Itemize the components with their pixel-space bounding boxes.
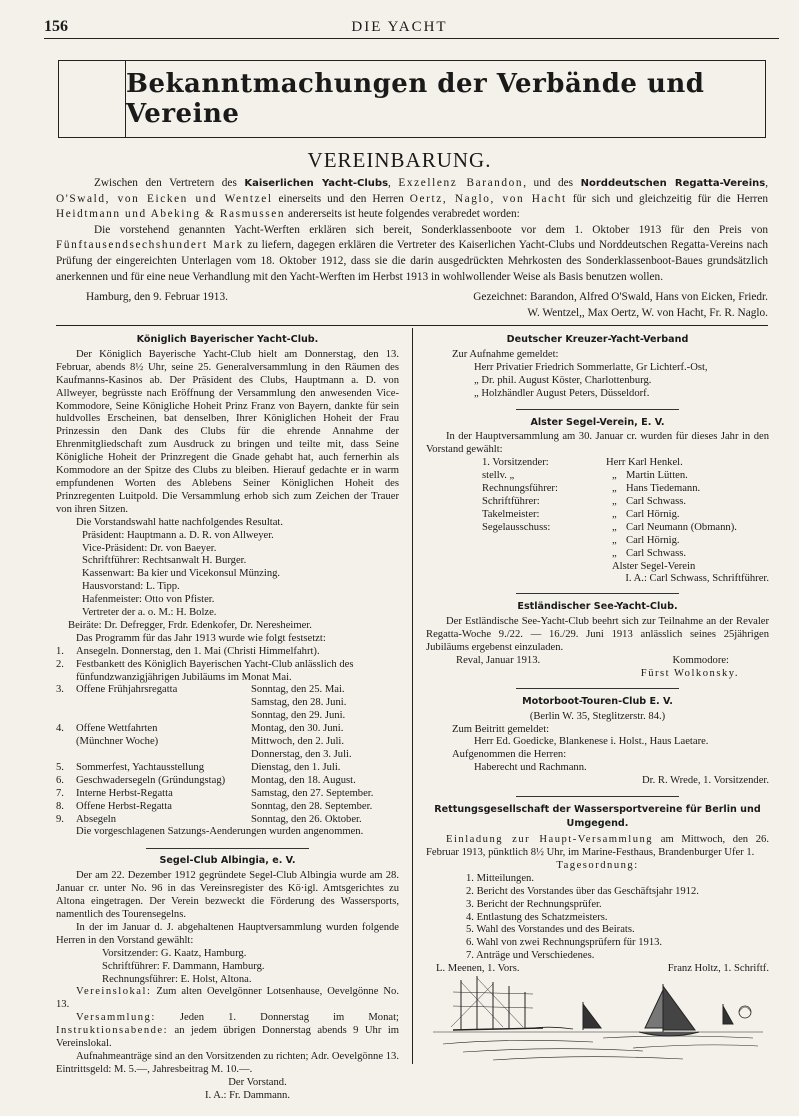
event-date: Sonntag, den 26. Oktober. [251,813,362,825]
event-date: Donnerstag, den 3. Juli. [251,749,352,760]
estl-body-text: Der Estländische See-Yacht-Club beehrt sich zur Teilnahme an der Revaler Regatta-Woche 9./22. — 16./29. Juni 1913 anlässlich seines 25jährigen Jubiläums ergebenst einzuladen. [426,616,769,654]
text-run: einerseits und den Herren [272,192,410,205]
banner-title: Bekanntmachungen der Verbände und Vereine [126,69,705,129]
agenda-item: 1. Mitteilungen. [466,872,534,884]
person-names: Oertz, Naglo, von Hacht [409,192,567,205]
commodore-name: Fürst Wolkonsky. [640,667,739,679]
vereinbarung-title: VEREINBARUNG. [307,148,492,172]
journal-title: DIE YACHT [351,19,448,35]
event-name: Ansegeln. Donnerstag, den 1. Mai (Christi Himmelfahrt). [76,645,320,657]
officer-role: Schriftführer: [482,495,540,507]
event-number: 3. [56,684,64,696]
event-number: 4. [56,723,64,735]
vereinbarung-text [56,176,768,285]
ditto-mark: „ [612,534,617,546]
banner-inner-box [125,61,765,137]
ditto-mark: „ [612,495,617,507]
event-number [56,710,76,723]
officer-line: Präsident: Hauptmann a. D. R. von Allweyer. [82,529,274,541]
ditto-mark: „ [612,483,617,495]
dkyv-members [426,362,769,401]
event-date: Montag, den 30. Juni. [251,723,344,735]
text-run: für sich und gleichzeitig für die Herren [566,192,768,205]
invitation-text: am Mittwoch, den 26. Februar 1913, pünktlich 8½ Uhr, im Marine-Festhaus, Brandenburger Ufer 1. [426,834,769,858]
event-row [56,814,399,827]
alster-title: Alster Segel-Verein, E. V. [530,416,665,428]
article-separator [516,593,679,594]
motor-line-2: Herr Ed. Goedicke, Blankenese i. Holst., Haus Laetare. [474,736,709,748]
albingia-body [56,870,399,947]
person-names: O'Swald, von Eicken und Wentzel [56,192,273,205]
officer-line: Hausvorstand: L. Tipp. [82,581,180,593]
member-line: „ Holzhändler August Peters, Düsseldorf. [474,387,650,399]
event-name: Offene Herbst-Regatta [76,800,172,812]
alster-sign-1: Alster Segel-Verein [612,560,696,572]
kbyc-wahl [56,517,399,530]
event-name: Sommerfest, Yachtausstellung [76,761,204,773]
albingia-sign-1: Der Vorstand. [228,1076,287,1088]
officer-row [482,548,769,561]
officer-line: Vorsitzender: G. Kaatz, Hamburg. [102,947,247,959]
agenda-item: 7. Anträge und Verschiedenes. [466,950,595,962]
event-row [56,659,399,685]
event-name [76,749,251,762]
motor-title: Motorboot-Touren-Club E. V. [522,695,673,707]
officer-row [482,470,769,483]
event-row [56,684,399,697]
article-separator [516,409,679,410]
agenda-list [426,873,769,963]
agenda-item: 6. Wahl von zwei Rechnungsprüfern für 1913. [466,937,663,949]
officer-row [482,509,769,522]
motor-line-4: Haberecht und Rachmann. [474,762,587,774]
event-row [56,710,399,723]
event-row [56,801,399,814]
officer-line: Schriftführer: F. Dammann, Hamburg. [102,960,265,972]
person-names: Heidtmann und Abeking & Rasmussen [56,208,286,221]
event-number: 7. [56,787,64,799]
event-row [56,736,399,749]
motor-line-3: Aufgenommen die Herren: [452,749,567,761]
estl-commodore [426,668,769,681]
event-row [56,723,399,736]
event-number [56,697,76,710]
event-number: 5. [56,761,64,773]
albingia-sign-2: I. A.: Fr. Dammann. [204,1089,291,1101]
price-amount: Fünftausendsechshundert Mark [56,239,244,252]
instruktion-label: Instruktionsabende: [56,1025,169,1037]
event-date: Sonntag, den 29. Juni. [251,710,346,722]
text-run: andererseits ist heute folgendes verabredet worden: [285,208,520,221]
officer-name: Martin Lütten. [626,470,688,482]
officer-role: Segelausschuss: [482,521,551,533]
officer-row [482,535,769,548]
officer-row [482,496,769,509]
text-run: Zwischen den Vertretern des [94,177,245,189]
officer-name: Carl Hörnig. [626,534,680,546]
albingia-paragraph-2: In der im Januar d. J. abgehaltenen Hauptversammlung wurden folgende Herren in den Vorstand gewählt: [56,921,399,946]
agenda-title [426,860,769,873]
event-number: 1. [56,645,64,657]
invitation-label: Einladung zur Haupt-Versammlung [446,834,654,846]
officer-line: Kassenwart: Ba kier und Vicekonsul Münzing. [82,568,281,580]
person-name: Exzellenz Barandon [398,177,524,189]
club-name: Kaiserlichen Yacht-Clubs [244,178,389,189]
event-date: Sonntag, den 25. Mai. [251,684,345,696]
signed-line-2: W. Wentzel,, Max Oertz, W. von Hacht, Fr. R. Naglo. [527,306,768,319]
event-row [56,646,399,659]
event-row [56,775,399,788]
motor-sign: Dr. R. Wrede, 1. Vorsitzender. [642,775,769,787]
section-divider [56,325,768,326]
kbyc-wahl-text: Die Vorstandswahl hatte nachfolgendes Resultat. [76,516,284,528]
ditto-mark: „ [612,508,617,520]
rett-sign-right: Franz Holtz, 1. Schriftf. [667,963,769,975]
rett-sign-left: L. Meenen, 1. Vors. [436,963,520,975]
officer-line: Vertreter der a. o. M.: H. Bolze. [82,607,217,619]
agenda-item: 4. Entlastung des Schatzmeisters. [466,911,608,923]
officer-role [482,548,612,561]
section-banner [58,60,766,138]
event-name [76,710,251,723]
article-separator [146,848,309,849]
event-name: Geschwadersegeln (Gründungstag) [76,774,226,786]
versammlung-label: Versammlung: [76,1012,156,1024]
albingia-details [56,986,399,1076]
agenda-title-text: Tagesordnung: [556,859,639,871]
right-column [426,334,769,976]
kbyc-paragraph: Der Königlich Bayerische Yacht-Club hielt am Donnerstag, den 13. Februar, abends 8½ Uhr, seine 25. Generalversammlung in den Räumen des Kaufmanns-Kasinos ab. Der Präsident des Clubs, Hauptmann a. D. von Allweyer, begrüsste nach Eröffnung der Versammlung den anwesenden Vice-Kommodore, Seine Königliche Hoheit Prinz Franz von Bayern, dankte für sein huldvolles Erscheinen, bat denselben, Ihrer Königlichen Hoheit der Frau Prinzessin den Dank des Clubs für die ehrende Annahme der Ehrenmitgliedschaft zum Ausdruck zu bringen und teilte mit, dass Seine Königliche Hoheit der Prinzregent die Gnade gehabt hat, auch fernerhin als Kommodore an der Spitze des Clubs zu bleiben. Hierauf gedachte er in warm empfundenen Worten des Ablebens Seiner Königlichen Hoheit des Prinzregenten Luitpold. Die Versammlung erhob sich zum Zeichen der Trauer von ihren Sitzen. [56,348,399,515]
officer-role: Takelmeister: [482,508,540,520]
officer-role [482,535,612,548]
rett-title: Rettungsgesellschaft der Wassersportvereine für Berlin und Umgegend. [434,804,761,830]
event-number [56,749,76,762]
albingia-paragraph-1: Der am 22. Dezember 1912 gegründete Segel-Club Albingia wurde am 28. Januar cr. unter No. 96 in das Vereinsregister des Kö·igl. Amtsgerichtes zu Altona eingetragen. Der Verein bezweckt die Förderung des Wassersports, namentlich des Tourensegelns. [56,870,399,920]
event-number: 9. [56,813,64,825]
officer-name: Carl Hörnig. [626,508,680,520]
page-number: 156 [44,18,68,35]
officer-line: Rechnungsführer: E. Holst, Altona. [102,973,252,985]
event-name: Absegeln [76,813,117,825]
estl-body [426,616,769,655]
estl-place: Reval, Januar 1913. [456,654,541,666]
ditto-mark [592,457,606,470]
ditto-mark: „ [612,547,617,559]
event-number [56,736,76,749]
alster-officers [426,457,769,560]
event-date: Sonntag, den 28. September. [251,800,373,812]
ditto-mark: „ [612,470,617,482]
officer-name: Herr Karl Henkel. [606,457,683,469]
agenda-item: 5. Wahl des Vorstandes und des Beirats. [466,924,635,936]
event-number: 2. [56,658,64,670]
albingia-title: Segel-Club Albingia, e. V. [159,855,296,867]
kbyc-beirat: Beiräte: Dr. Defregger, Frdr. Edenkofer, Dr. Neresheimer. [68,619,312,631]
officer-role: 1. Vorsitzender: [482,457,549,469]
event-row [56,788,399,801]
event-name: (Münchner Woche) [76,736,159,748]
event-name: Festbankett des Königlich Bayerischen Yacht-Club anlässlich des fünfundzwanzigjährigen Jubiläums im Monat Mai. [76,658,354,683]
officer-line: Vice-Präsident: Dr. von Baeyer. [82,542,217,554]
motor-line-1: Zum Beitritt gemeldet: [452,723,550,735]
article-separator [516,796,679,797]
kbyc-events [56,646,399,827]
article-separator [516,688,679,689]
versammlung-text: Jeden 1. Donnerstag im Monat; [155,1012,399,1024]
event-name: Offene Wettfahrten [76,723,158,735]
vereinbarung-signature [86,290,768,321]
kbyc-satzung-text: Die vorgeschlagenen Satzungs-Aenderungen wurden angenommen. [76,826,364,838]
event-date: Montag, den 18. August. [251,774,356,786]
agenda-item: 2. Bericht des Vorstandes über das Geschäftsjahr 1912. [466,885,699,897]
agenda-item: 3. Bericht der Rechnungsprüfer. [466,898,602,910]
officer-role: Rechnungsführer: [482,483,558,495]
officer-row [482,483,769,496]
estl-title: Estländischer See-Yacht-Club. [517,601,678,613]
signed-line-1: Gezeichnet: Barandon, Alfred O'Swald, Hans von Eicken, Friedr. [473,291,768,303]
vereinbarung-paragraph-2 [56,223,768,285]
officer-line: Hafenmeister: Otto von Pfister. [82,594,215,606]
text-run: , [765,177,769,189]
header-rule [44,38,779,39]
officer-line: Schriftführer: Rechtsanwalt H. Burger. [82,555,247,567]
kbyc-body [56,349,399,517]
member-line: „ Dr. phil. August Köster, Charlottenburg. [474,374,652,386]
rett-invitation [426,834,769,860]
alster-sign-2: I. A.: Carl Schwass, Schriftführer. [625,573,769,585]
text-run: zu liefern, dagegen erklären die Vertreter des Kaiserlichen Yacht-Clubs und Norddeutschen Regatta-Vereins nach Prüfung der eingereichten Unterlagen vom 18. Oktober 1912, dass sie die darin ausgedrückten Mehrkosten des Sonderklassenboot-Baues grundsätzlich anerkennen und für eine neue Verhandlung mit den Yacht-Werften im Herbst 1913 in wohlwollender Weise als Basis benutzen wollen. [56,239,768,283]
event-date: Mittwoch, den 2. Juli. [251,736,344,748]
officer-name: Carl Schwass. [626,495,687,507]
event-row [56,749,399,762]
event-date: Samstag, den 28. Juni. [251,697,347,709]
event-name: Interne Herbst-Regatta [76,787,173,799]
text-run: , [388,177,399,189]
alster-intro [426,431,769,457]
event-row [56,697,399,710]
instruktion-text: an jedem übrigen Donnerstag abends 9 Uhr im Vereinslokal. [56,1025,399,1050]
member-line: Herr Privatier Friedrich Sommerlatte, Gr Lichterf.-Ost, [474,361,708,373]
officer-name: Carl Neumann (Obmann). [626,521,737,533]
kbyc-programm: Das Programm für das Jahr 1913 wurde wie folgt festsetzt: [76,632,326,644]
officer-row [482,457,769,470]
club-name: Norddeutschen Regatta-Vereins [580,178,766,189]
officer-name: Hans Tiedemann. [626,483,701,495]
estl-sign-row [426,655,769,668]
event-name [76,697,251,710]
event-number: 8. [56,800,64,812]
text-run: Die vorstehend genannten Yacht-Werften erklären sich bereit, Sonderklassenboote vor dem 1. Oktober 1913 für den Preis von [94,223,768,236]
event-row [56,762,399,775]
motor-address: (Berlin W. 35, Steglitzerstr. 84.) [529,710,666,722]
ditto-mark: „ [612,521,617,533]
aufnahme-text: Aufnahmeanträge sind an den Vorsitzenden zu richten; Adr. Oevelgönne 13. Eintrittsgeld: M. 5.—, Jahresbeitrag M. 10.—. [56,1050,399,1075]
dkyv-intro: Zur Aufnahme gemeldet: [452,348,559,360]
officer-role: stellv. „ [482,470,515,482]
officer-row [482,522,769,535]
event-number: 6. [56,774,64,786]
kbyc-satzung [56,826,399,839]
estl-role: Kommodore: [672,654,729,666]
alster-intro-text: In der Hauptversammlung am 30. Januar cr. wurden für dieses Jahr in den Vorstand gewählt: [426,431,769,456]
officer-name: Carl Schwass. [626,547,687,559]
place-date: Hamburg, den 9. Februar 1913. [86,291,228,303]
harbor-illustration [433,972,763,1068]
event-name: Offene Frühjahrsregatta [76,684,178,696]
albingia-officers [56,948,399,987]
lokal-text: Zum alten Oevelgönner Lotsenhause, Oevelgönne No. 13. [56,986,399,1011]
event-date: Samstag, den 27. September. [251,787,374,799]
text-run: , und des [523,177,581,189]
column-divider [412,328,413,1064]
dkyv-title: Deutscher Kreuzer-Yacht-Verband [506,334,689,345]
kbyc-title: Königlich Bayerischer Yacht-Club. [136,334,319,345]
lokal-label: Vereinslokal: [76,986,152,998]
event-date: Dienstag, den 1. Juli. [251,761,341,773]
left-column [56,334,399,1103]
vereinbarung-paragraph-1 [56,176,768,223]
kbyc-officers [56,530,399,620]
